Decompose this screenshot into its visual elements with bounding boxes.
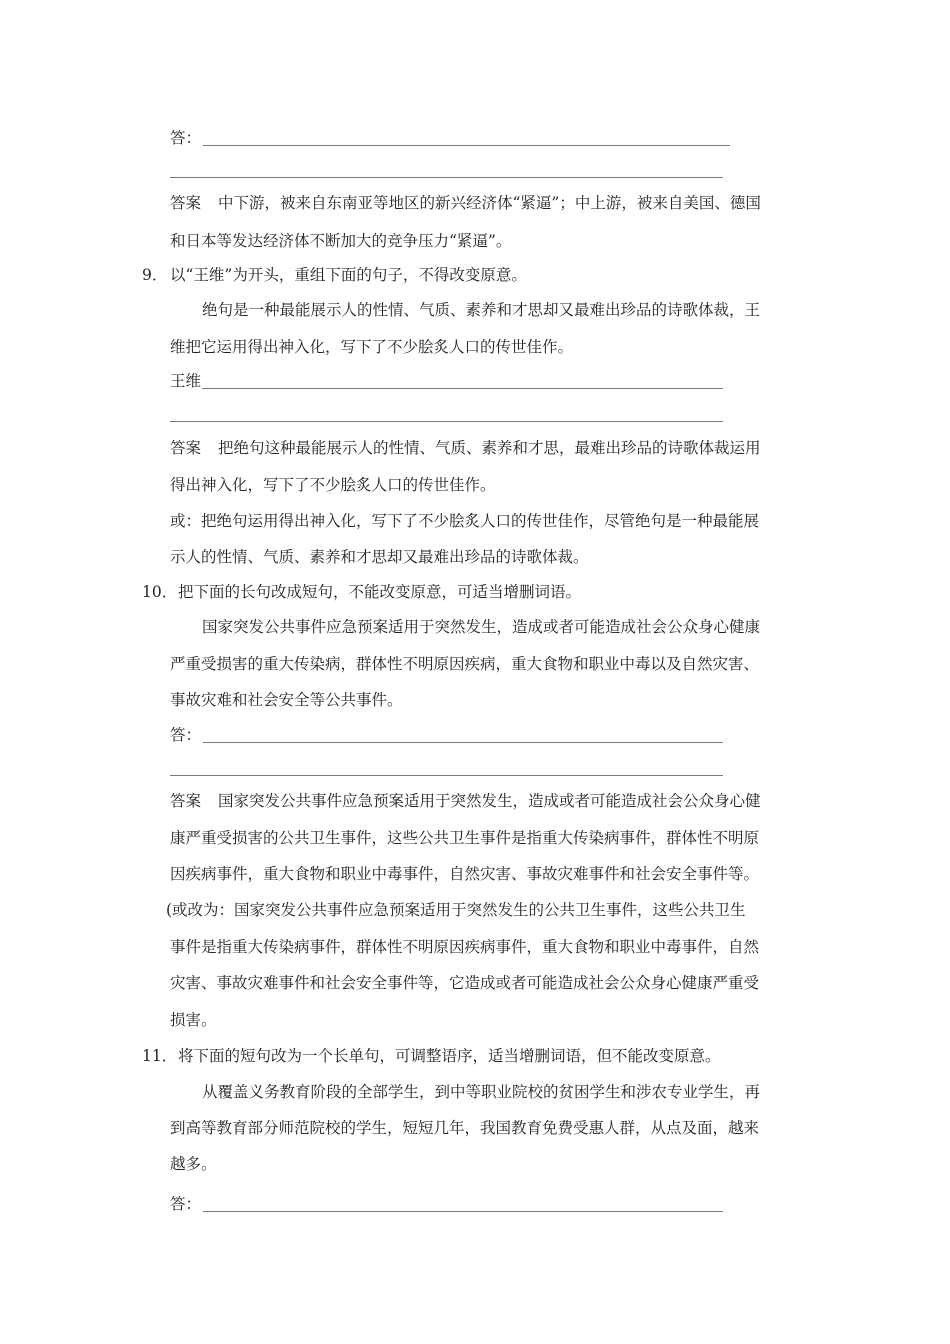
question-number: 10． (142, 583, 178, 601)
passage-line: 越多。 (170, 1155, 217, 1173)
answer-blank-line[interactable] (170, 421, 723, 422)
answer-key-line: 灾害、事故灾难事件和社会安全事件等，它造成或者可能造成社会公众身心健康严重受 (170, 974, 760, 992)
answer-key-label: 答案 (170, 439, 202, 457)
answer-prefix: 答： (170, 129, 202, 147)
answer-key-label: 答案 (170, 194, 202, 212)
answer-prefix: 答： (170, 726, 202, 744)
answer-key-line: 事件是指重大传染病事件，群体性不明原因疾病事件，重大食物和职业中毒事件，自然 (170, 938, 760, 956)
answer-blank-line[interactable] (203, 742, 723, 743)
passage-line: 严重受损害的重大传染病，群体性不明原因疾病，重大食物和职业中毒以及自然灾害、 (170, 655, 760, 673)
answer-blank-line[interactable] (170, 775, 723, 776)
answer-key-line: 中下游，被来自东南亚等地区的新兴经济体“紧逼”；中上游，被来自美国、德国 (218, 194, 761, 212)
answer-key-line: 和日本等发达经济体不断加大的竞争压力“紧逼”。 (170, 232, 512, 250)
passage-line: 到高等教育部分师范院校的学生，短短几年，我国教育免费受惠人群，从点及面，越来 (170, 1119, 760, 1137)
question-prompt: 把下面的长句改成短句，不能改变原意，可适当增删词语。 (178, 583, 582, 601)
answer-prefix: 答： (170, 1195, 202, 1213)
answer-blank-line[interactable] (202, 388, 723, 389)
passage-line: 绝句是一种最能展示人的性情、气质、素养和才思却又最难出珍品的诗歌体裁，王 (202, 301, 761, 319)
answer-key-line: (或改为：国家突发公共事件应急预案适用于突然发生的公共卫生事件，这些公共卫生 (166, 901, 746, 919)
answer-key-line: 康严重受损害的公共卫生事件，这些公共卫生事件是指重大传染病事件，群体性不明原 (170, 829, 760, 847)
answer-key-line: 得出神入化，写下了不少脍炙人口的传世佳作。 (170, 476, 496, 494)
answer-key-line: 损害。 (170, 1011, 217, 1029)
passage-line: 事故灾难和社会安全等公共事件。 (170, 691, 403, 709)
question-prompt: 将下面的短句改为一个长单句，可调整语序，适当增删词语，但不能改变原意。 (178, 1047, 721, 1065)
passage-line: 从覆盖义务教育阶段的全部学生，到中等职业院校的贫困学生和涉农专业学生，再 (202, 1083, 761, 1101)
answer-key-line: 或：把绝句运用得出神入化，写下了不少脍炙人口的传世佳作，尽管绝句是一种最能展 (170, 512, 760, 530)
answer-blank-line[interactable] (203, 145, 730, 146)
answer-blank-line[interactable] (203, 1211, 723, 1212)
passage-line: 维把它运用得出神入化，写下了不少脍炙人口的传世佳作。 (170, 338, 574, 356)
answer-key-line: 因疾病事件，重大食物和职业中毒事件，自然灾害、事故灾难事件和社会安全事件等。 (170, 865, 760, 883)
answer-key-line: 国家突发公共事件应急预案适用于突然发生，造成或者可能造成社会公众身心健 (218, 792, 761, 810)
answer-key-label: 答案 (170, 792, 202, 810)
question-number: 9． (142, 266, 168, 284)
passage-line: 国家突发公共事件应急预案适用于突然发生，造成或者可能造成社会公众身心健康 (202, 618, 761, 636)
answer-key-line: 示人的性情、气质、素养和才思却又最难出珍品的诗歌体裁。 (170, 548, 589, 566)
question-number: 11． (142, 1047, 178, 1065)
answer-blank-line[interactable] (170, 177, 723, 178)
question-prompt: 以“王维”为开头，重组下面的句子，不得改变原意。 (170, 266, 527, 284)
answer-prefix: 王维 (170, 372, 202, 390)
answer-key-line: 把绝句这种最能展示人的性情、气质、素养和才思，最难出珍品的诗歌体裁运用 (218, 439, 761, 457)
